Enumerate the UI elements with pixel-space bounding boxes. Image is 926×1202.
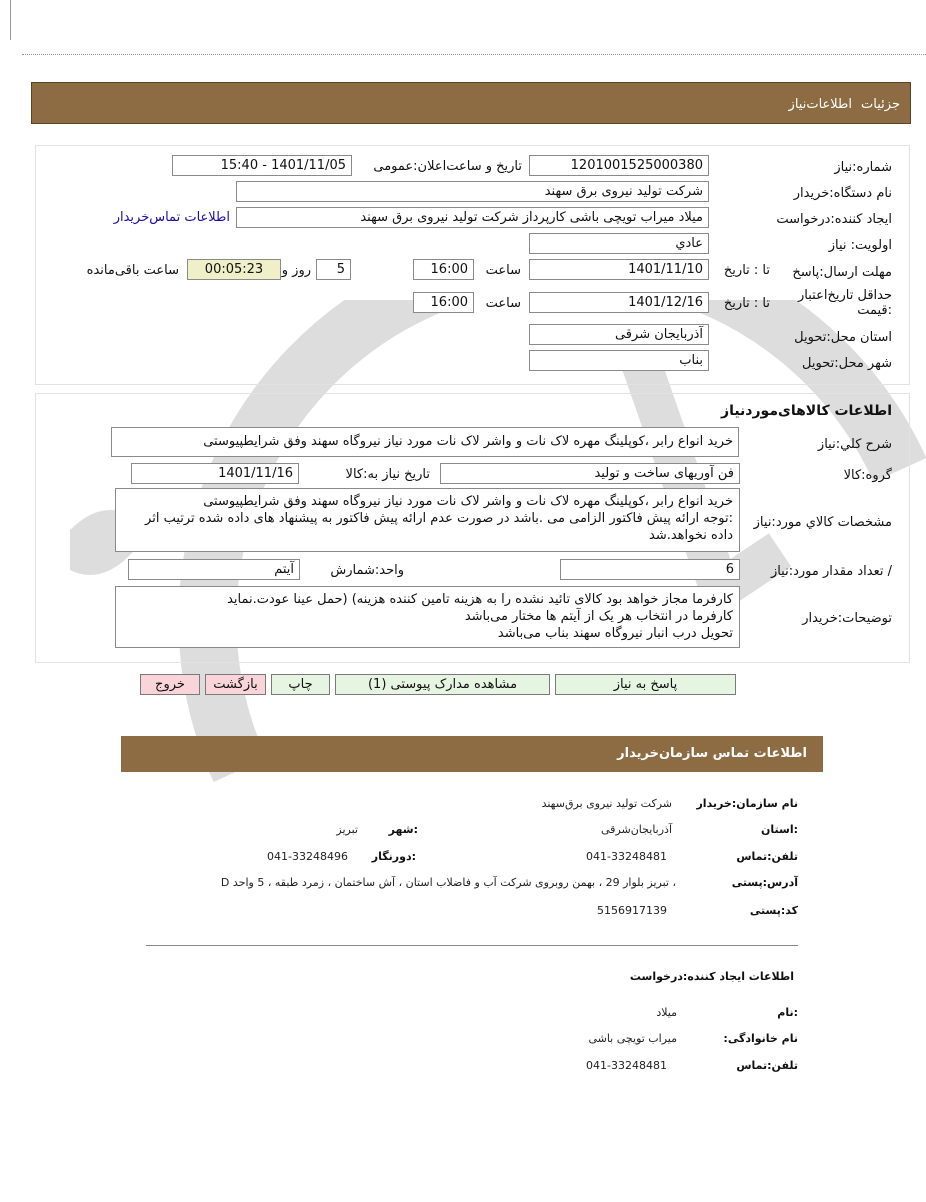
announce-label: تاریخ و ساعت‌اعلان‌:عمومی <box>373 159 522 174</box>
remaining-label: ساعت باقی‌مانده <box>86 263 179 278</box>
requester-family-label: نام خانوادگی: <box>723 1032 798 1045</box>
need-number-label: شماره‌:نیاز <box>834 160 892 175</box>
details-tab[interactable]: جزئیات <box>861 97 900 112</box>
specs-line-1: خرید انواع رابر ،کوپلینگ مهره لاک نات و واشر لاک نات مورد نیاز نیروگاه سهند وفق شرایطپیوستی <box>203 494 733 509</box>
requester-phone-value: 041-33248481 <box>586 1059 667 1072</box>
notes-field <box>115 586 740 648</box>
contact-separator <box>146 945 798 946</box>
deadline-label: مهلت ارسال‌:پاسخ <box>792 265 892 280</box>
contact-section-bar <box>121 736 823 772</box>
unit-label: واحد‌:شمارش <box>330 563 404 578</box>
back-button[interactable]: بازگشت <box>205 674 266 695</box>
unit-field: آیتم <box>128 559 300 580</box>
validity-time-field: 16:00 <box>413 292 474 313</box>
need-date-field: 1401/11/16 <box>131 463 299 484</box>
exit-button[interactable]: خروج <box>140 674 200 695</box>
days-field: 5 <box>316 259 351 280</box>
remaining-time-field: 00:05:23 <box>187 259 281 280</box>
deadline-date-field: 1401/11/10 <box>529 259 709 280</box>
contact-phone-value: 041-33248481 <box>586 850 667 863</box>
city-field: بناب <box>529 350 709 371</box>
print-button[interactable]: چاپ <box>271 674 330 695</box>
need-number-field: 1201001525000380 <box>529 155 709 176</box>
requester-family-value: میراب تویچی باشی <box>588 1032 677 1045</box>
priority-label: اولویت:‌ نیاز <box>828 238 892 253</box>
need-date-label: تاریخ نیاز به‌:کالا <box>345 467 430 482</box>
validity-label: حداقل تاریخ‌اعتبار :قیمت <box>798 288 892 318</box>
group-label: گروه‌:کالا <box>843 468 892 483</box>
contact-fax-label: :دورنگار <box>371 850 416 863</box>
notes-label: توضيحات‌:خريدار <box>802 611 892 626</box>
notes-line-2: کارفرما در انتخاب هر یک از آیتم ها مختار می‌باشد <box>464 609 733 624</box>
qty-label: / تعداد مقدار مورد‌:نياز <box>770 564 892 579</box>
buyer-org-label: نام دستگاه‌:خریدار <box>793 186 892 201</box>
deadline-time-field: 16:00 <box>413 259 474 280</box>
contact-province-label: :استان <box>761 823 798 836</box>
creator-field: میلاد میراب تویچی باشی کارپرداز شرکت تولید نیروی برق سهند <box>236 207 709 228</box>
contact-phone-label: تلفن‌:تماس <box>736 850 798 863</box>
validity-to-date-label: تا : تاریخ <box>723 296 770 311</box>
need-info-tab[interactable]: اطلاعات‌نیاز <box>788 97 852 112</box>
requester-phone-label: تلفن‌:تماس <box>736 1059 798 1072</box>
contact-org-label: نام سازمان‌:خریدار <box>696 797 798 810</box>
contact-province-value: آذربایجان‌شرقی <box>601 823 672 836</box>
qty-field: 6 <box>560 559 740 580</box>
notes-line-1: کارفرما مجاز خواهد بود کالای تائید نشده را به هزینه تامین کننده هزینه) (حمل عینا عودت.نماید <box>227 592 733 607</box>
requester-name-label: :نام <box>777 1006 798 1019</box>
validity-time-label: ساعت <box>485 296 521 311</box>
contact-postal-label: کد‌:پستی <box>749 904 798 917</box>
specs-line-2: :توجه ارائه پیش فاکتور الزامی می .باشد در صورت عدم ارائه پیش فاکتور به پیشنهاد های داده شده ترتیب اثر داده نخواهد.شد <box>145 511 733 543</box>
creator-label: ایجاد کننده‌:درخواست <box>776 212 892 227</box>
summary-label: شرح کلي‌:نياز <box>817 437 892 452</box>
city-label: شهر محل‌:تحویل <box>802 356 892 371</box>
deadline-to-date-label: تا : تاریخ <box>723 263 770 278</box>
group-field: فن آوریهای ساخت و تولید <box>440 463 740 484</box>
goods-section-title: اطلاعات کالاهای‌موردنیاز <box>721 403 892 419</box>
deadline-time-label: ساعت <box>485 263 521 278</box>
province-label: استان محل‌:تحویل <box>794 330 892 345</box>
validity-date-field: 1401/12/16 <box>529 292 709 313</box>
requester-name-value: میلاد <box>656 1006 677 1019</box>
specs-label: مشخصات کالاي مورد‌:نياز <box>753 515 892 530</box>
notes-line-3: تحویل درب انبار نیروگاه سهند بناب می‌باشد <box>497 626 733 641</box>
contact-section-title: اطلاعات تماس سازمان‌خریدار <box>617 746 807 761</box>
province-field: آذربایجان شرقی <box>529 324 709 345</box>
contact-fax-value: 041-33248496 <box>267 850 348 863</box>
contact-postal-value: 5156917139 <box>597 904 667 917</box>
buyer-org-field: شرکت تولید نیروی برق سهند <box>236 181 709 202</box>
contact-city-value: تبریز <box>336 823 358 836</box>
announce-field: 1401/11/05 - 15:40 <box>172 155 352 176</box>
page-left-rule <box>10 0 11 40</box>
priority-field: عادي <box>529 233 709 254</box>
requester-title: اطلاعات ایجاد کننده‌:درخواست <box>629 970 794 983</box>
top-dotted-rule <box>22 54 926 55</box>
summary-field: خرید انواع رابر ،کوپلینگ مهره لاک نات و واشر لاک نات مورد نیاز نیروگاه سهند وفق شرایطپیوستی <box>111 427 739 457</box>
attachments-button[interactable]: مشاهده مدارک پیوستی (1) <box>335 674 550 695</box>
contact-org-value: شرکت تولید نیروی برق‌سهند <box>541 797 672 810</box>
title-bar <box>31 82 911 124</box>
contact-city-label: :شهر <box>388 823 418 836</box>
specs-field <box>115 488 740 552</box>
buyer-contact-link[interactable]: اطلاعات تماس‌خریدار <box>113 210 230 225</box>
contact-address-value: ، تبریز بلوار 29 ، بهمن روبروی شرکت آب و فاضلاب استان ، آش ساختمان ، زمرد طبقه ، 5 واحد D <box>220 876 676 889</box>
respond-button[interactable]: پاسخ به نیاز <box>555 674 736 695</box>
contact-address-label: آدرس‌:پستی <box>731 876 798 889</box>
day-and-label: روز و <box>281 263 311 278</box>
